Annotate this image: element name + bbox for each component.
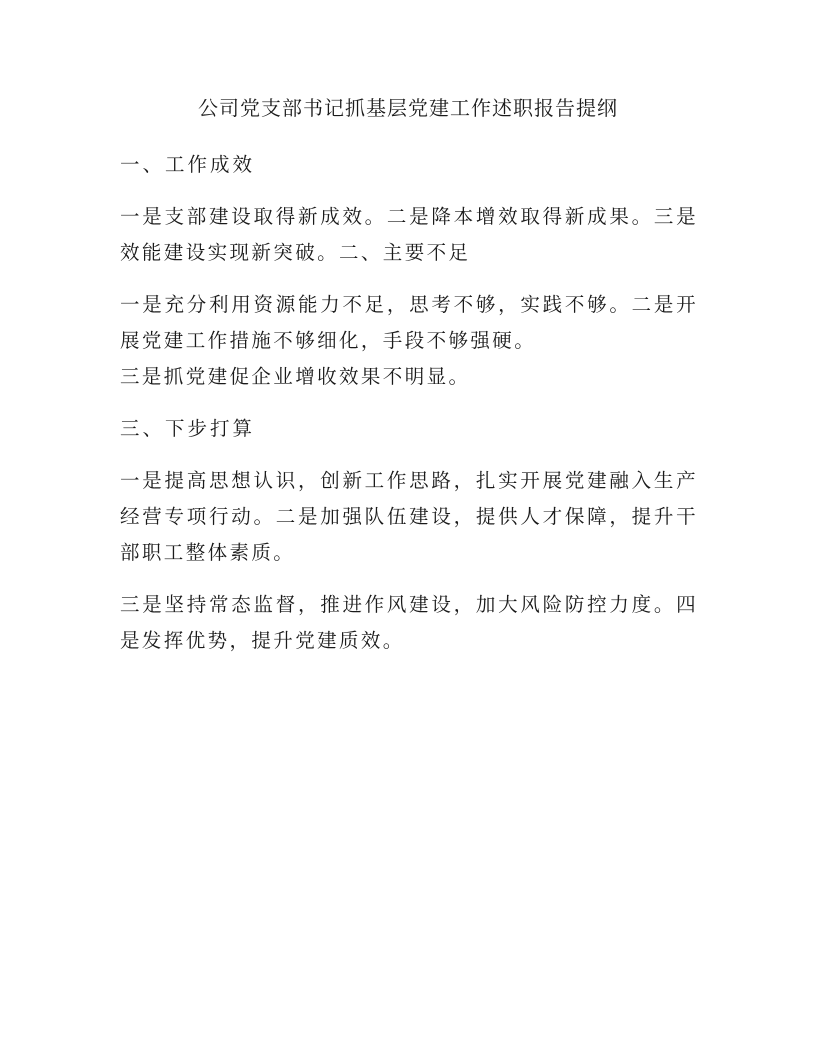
section-heading-achievements: 一、工作成效 [120, 153, 256, 176]
document-title: 公司党支部书记抓基层党建工作述职报告提纲 [198, 96, 618, 120]
paragraph-achievements: 一是支部建设取得新成效。二是降本增效取得新成果。三是效能建设实现新突破。二、主要不足 [120, 205, 698, 264]
paragraph-shortcomings-1: 一是充分利用资源能力不足，思考不够，实践不够。二是开展党建工作措施不够细化，手段不够强硬。 [120, 293, 698, 352]
paragraph-next-steps-2: 三是坚持常态监督，推进作风建设，加大风险防控力度。四是发挥优势，提升党建质效。 [120, 593, 698, 652]
section-heading-next-steps: 三、下步打算 [120, 417, 256, 440]
document-body [120, 147, 698, 675]
paragraph-next-steps-1: 一是提高思想认识，创新工作思路，扎实开展党建融入生产经营专项行动。二是加强队伍建设，提供人才保障，提升干部职工整体素质。 [120, 469, 698, 564]
paragraph-shortcomings-2: 三是抓党建促企业增收效果不明显。 [120, 365, 471, 388]
